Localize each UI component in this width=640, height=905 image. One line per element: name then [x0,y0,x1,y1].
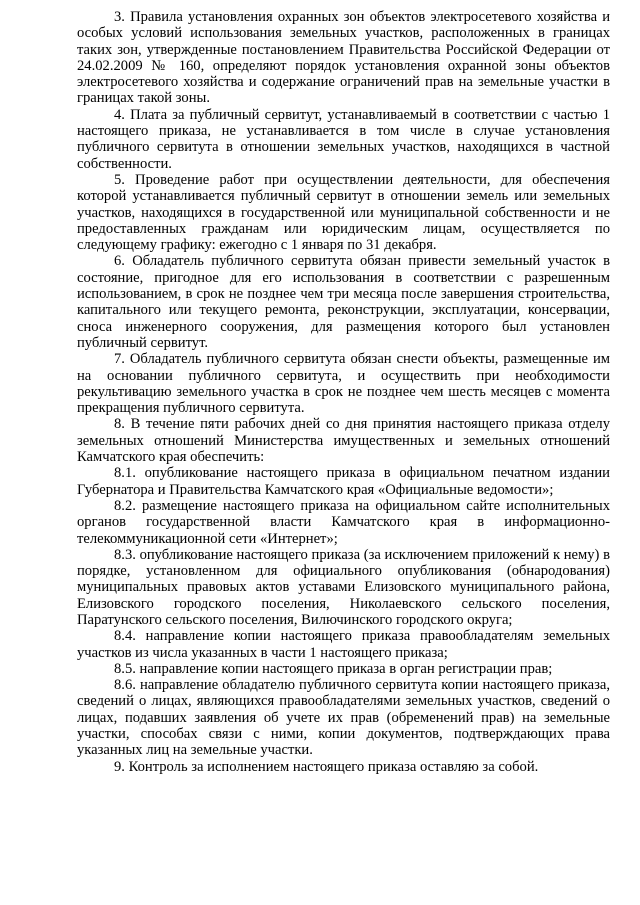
paragraph-8-2-website-posting: 8.2. размещение настоящего приказа на официальном сайте исполнительных органов государственной власти Камчатского края в информационно-телекоммуникационной сети «Интернет»; [77,497,610,547]
paragraph-4-servitude-fee: 4. Плата за публичный сервитут, устанавливаемый в соответствии с частью 1 настоящего приказа, не устанавливается в том числе в случае установления публичного сервитута в отношении земельных участков, находящихся в частной собственности. [77,106,610,172]
paragraph-8-department-duties: 8. В течение пяти рабочих дней со дня принятия настоящего приказа отделу земельных отношений Министерства имущественных и земельных отношений Камчатского края обеспечить: [77,416,610,466]
paragraph-5-works-schedule: 5. Проведение работ при осуществлении деятельности, для обеспечения которой устанавливается публичный сервитут в отношении земель или земельных участков, находящихся в государственной или муниципальной собственности и не предоставленных гражданам или юридическим лицам, осуществляется по следующему графику: ежегодно с 1 января по 31 декабря. [77,171,610,254]
paragraph-8-3-municipal-publication: 8.3. опубликование настоящего приказа (за исключением приложений к нему) в порядке, установленном для официального опубликования (обнародования) муниципальных правовых актов уставами Елизовского муниципального района, Елизовского городского поселения, Николаевского сельского поселения, Паратунского сельского поселения, Вилючинского городского округа; [77,546,610,628]
paragraph-6-land-restoration: 6. Обладатель публичного сервитута обязан привести земельный участок в состояние, пригодное для его использования в соответствии с разрешенным использованием, в срок не позднее чем три месяца после завершения строительства, капитального или текущего ремонта, реконструкции, эксплуатации, консервации, сноса инженерного сооружения, для размещения которого был установлен публичный сервитут. [77,253,610,351]
paragraph-8-1-official-publication: 8.1. опубликование настоящего приказа в официальном печатном издании Губернатора и Правительства Камчатского края «Официальные ведомости»; [77,465,610,498]
paragraph-8-6-copy-to-holder: 8.6. направление обладателю публичного сервитута копии настоящего приказа, сведений о лицах, являющихся правообладателями земельных участков, сведений о лицах, подавших заявления об учете их прав (обременений прав) на земельные участки, способах связи с ними, копии документов, подтверждающих права указанных лиц на земельные участки. [77,677,610,759]
paragraph-7-objects-removal: 7. Обладатель публичного сервитута обязан снести объекты, размещенные им на основании публичного сервитута, и осуществить при необходимости рекультивацию земельного участка в срок не позднее чем шесть месяцев с момента прекращения публичного сервитута. [77,351,610,417]
paragraph-3-zones-rules: 3. Правила установления охранных зон объектов электросетевого хозяйства и особых условий использования земельных участков, расположенных в границах таких зон, утвержденные постановлением Правительства Российской Федерации от 24.02.2009 № 160, определяют порядок установления охранной зоны объектов электросетевого хозяйства и содержание ограничений прав на земельные участки в границах такой зоны. [77,9,610,107]
paragraph-8-4-copies-to-owners: 8.4. направление копии настоящего приказа правообладателям земельных участков из числа указанных в части 1 настоящего приказа; [77,628,610,661]
paragraph-9-control: 9. Контроль за исполнением настоящего приказа оставляю за собой. [114,758,539,775]
document-page [77,9,610,775]
paragraph-8-5-copy-to-registry: 8.5. направление копии настоящего приказа в орган регистрации прав; [114,660,553,677]
